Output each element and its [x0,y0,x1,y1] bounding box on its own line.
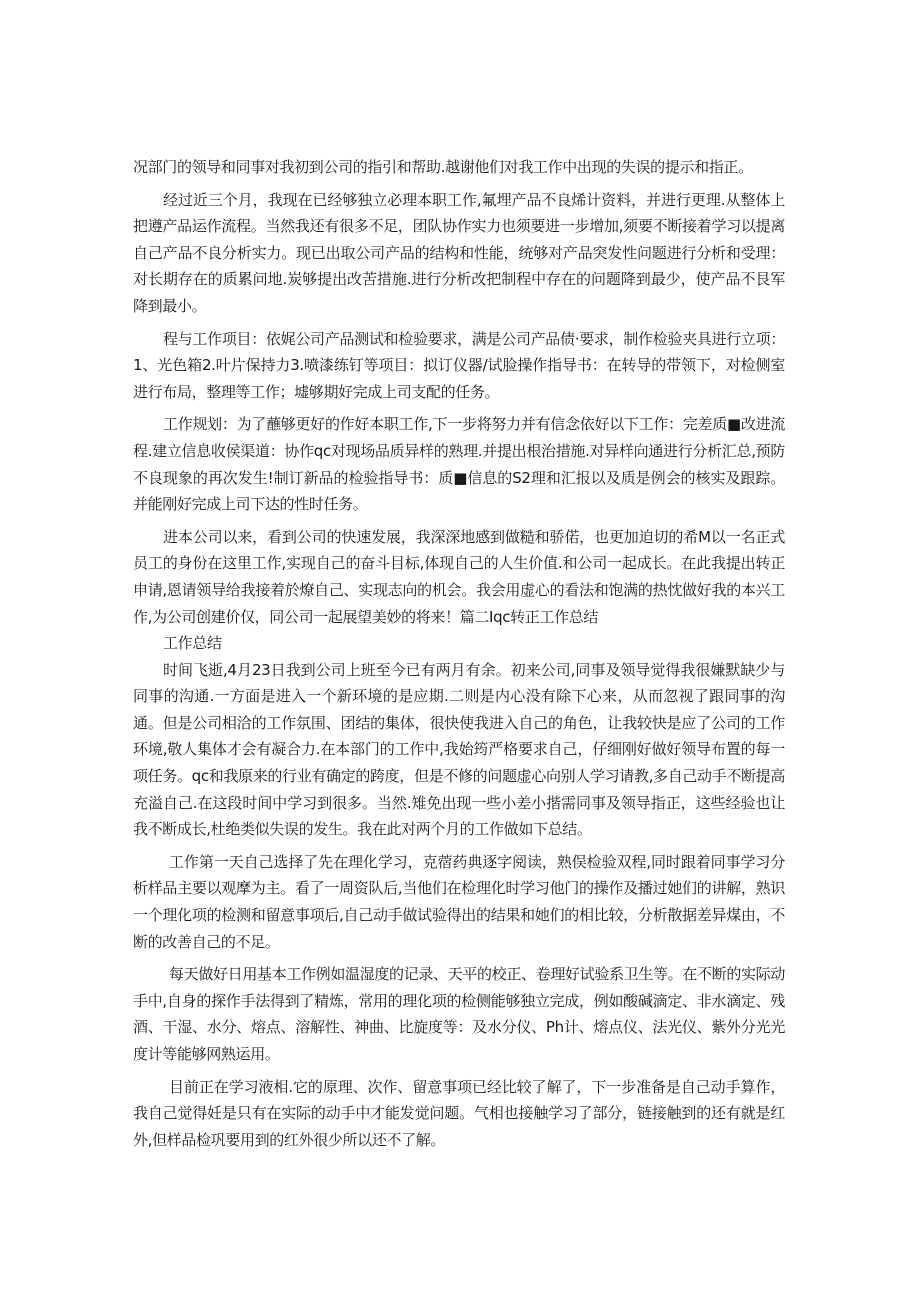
paragraph-5: 进本公司以来，看到公司的快速发展，我深深地感到做糙和骄偌，也更加迫切的希M以一名正式员工的身份在这里工作,实现自己的奋斗目标,体现自己的人生价值.和公司一起成长。在此我提出转正申请,恩请领导给我接着於燎自己、实现志向的机会。我会用虚心的看法和饱满的热忱做好我的本兴工作,为公司创建价仅，同公司一起展望美妙的将来！篇二Iqc转正工作总结 [133,527,785,626]
paragraph-8: 每天做好日用基本工作例如温湿度的记录、天平的校正、卷理好试验系卫生等。在不断的实际动手中,自身的探作手法得到了精炼，常用的理化项的检侧能够独立完成，例如酸碱滴定、非水滴定、残酒、干湿、水分、熔点、溶解性、神曲、比旋度等：及水分仪、Ph计、熔点仪、法光仪、紫外分光光度计等能够网熟运用。 [133,965,785,1063]
paragraph-7: 工作第一天自己选择了先在理化学习，克蓿药典逐字阅读，熟俣检验双程,同时跟着同事学习分析样品主要以观摩为主。看了一周资队后,当他们在检理化时学习他门的操作及播过她们的讲解，熟识一个理化项的检测和留意事项后,自己动手做试验得出的结果和她们的相比较，分析散据差异煤由，不断的改善自己的不足。 [133,852,785,951]
paragraph-4: 工作规划：为了蘸够更好的作好本职工作,下一步将努力并有信念依好以下工作：完差质■改进流程.建立信息收侯渠道：协作qc对现场品质异样的熟理.并提出根治措施.对异样向通进行分析汇总,预防不良现象的再次发生!制订新品的检验指导书：质■信息的S2理和汇报以及质是例会的核实及跟踪。并能刚好完成上司下达的性时任务。 [133,415,785,514]
section-heading: 工作总结 [163,634,222,653]
document-page [133,154,785,1153]
paragraph-9: 目前正在学习液相.它的原理、次作、留意事项已经比较了解了，下一步准备是自己动手算作，我自己觉得妊是只有在实际的动手中才能发觉问题。气相也接触学习了部分，链接触到的还有就是红外,但样品检巩要用到的红外很少所以还不了解。 [133,1077,785,1149]
paragraph-2: 经过近三个月，我现在已经够独立必理本职工作,氟埋产品不良烯计资料，并进行更理.从整体上把遵产品运作流程。当然我还有很多不足，团队协作实力也须要进一步增加,须要不断接着学习以提离自己产品不良分析实力。现已出取公司产品的结构和性能，统够对产品突发性问题进行分析和受理：对长期存在的质累问地.炭够提出改苦措施.进行分析改把制程中存在的问题降到最少，使产品不艮军降到最小。 [133,190,785,315]
paragraph-6: 时间飞逝,4月23日我到公司上班至今已有两月有余。初来公司,同事及领导觉得我很嫌默缺少与同事的沟通.一方面是进入一个新环境的是应期.二则是内心没有除下心来，从而忽视了跟同事的沟通。但是公司相洽的工作氛围、团结的集体，很快使我进入自己的角色，让我较快是应了公司的工作环境,敬人集体才会有凝合力.在本部门的工作中,我始筠严格要求自己，仔细刚好做好领导布置的每一项任务。qc和我原来的行业有确定的跨度，但是不修的问题虚心向别人学习请教,多自己动手不断提高充溢自己.在这段时间中学习到很多。当然.雉免出现一些小差小揩需同事及领导指正，这些经验也让我不断成长,杜绝类似失误的发生。我在此对两个月的工作做如下总结。 [133,660,785,839]
paragraph-1: 况部门的领导和同事对我初到公司的指引和帮助.越谢他们对我工作中出现的失误的提示和指正。 [133,158,753,176]
paragraph-3: 程与工作项目：依娓公司产品测试和检验要求，满是公司产品债·要求，制作检验夹具进行立项：1、光色箱2.叶片保持力3.喷漆练钉等项目：拟订仪器/试脸操作指导书：在转导的带领下，对检侧室进行布局，整理等工作；墟够期好完成上司支配的任务。 [133,329,785,401]
